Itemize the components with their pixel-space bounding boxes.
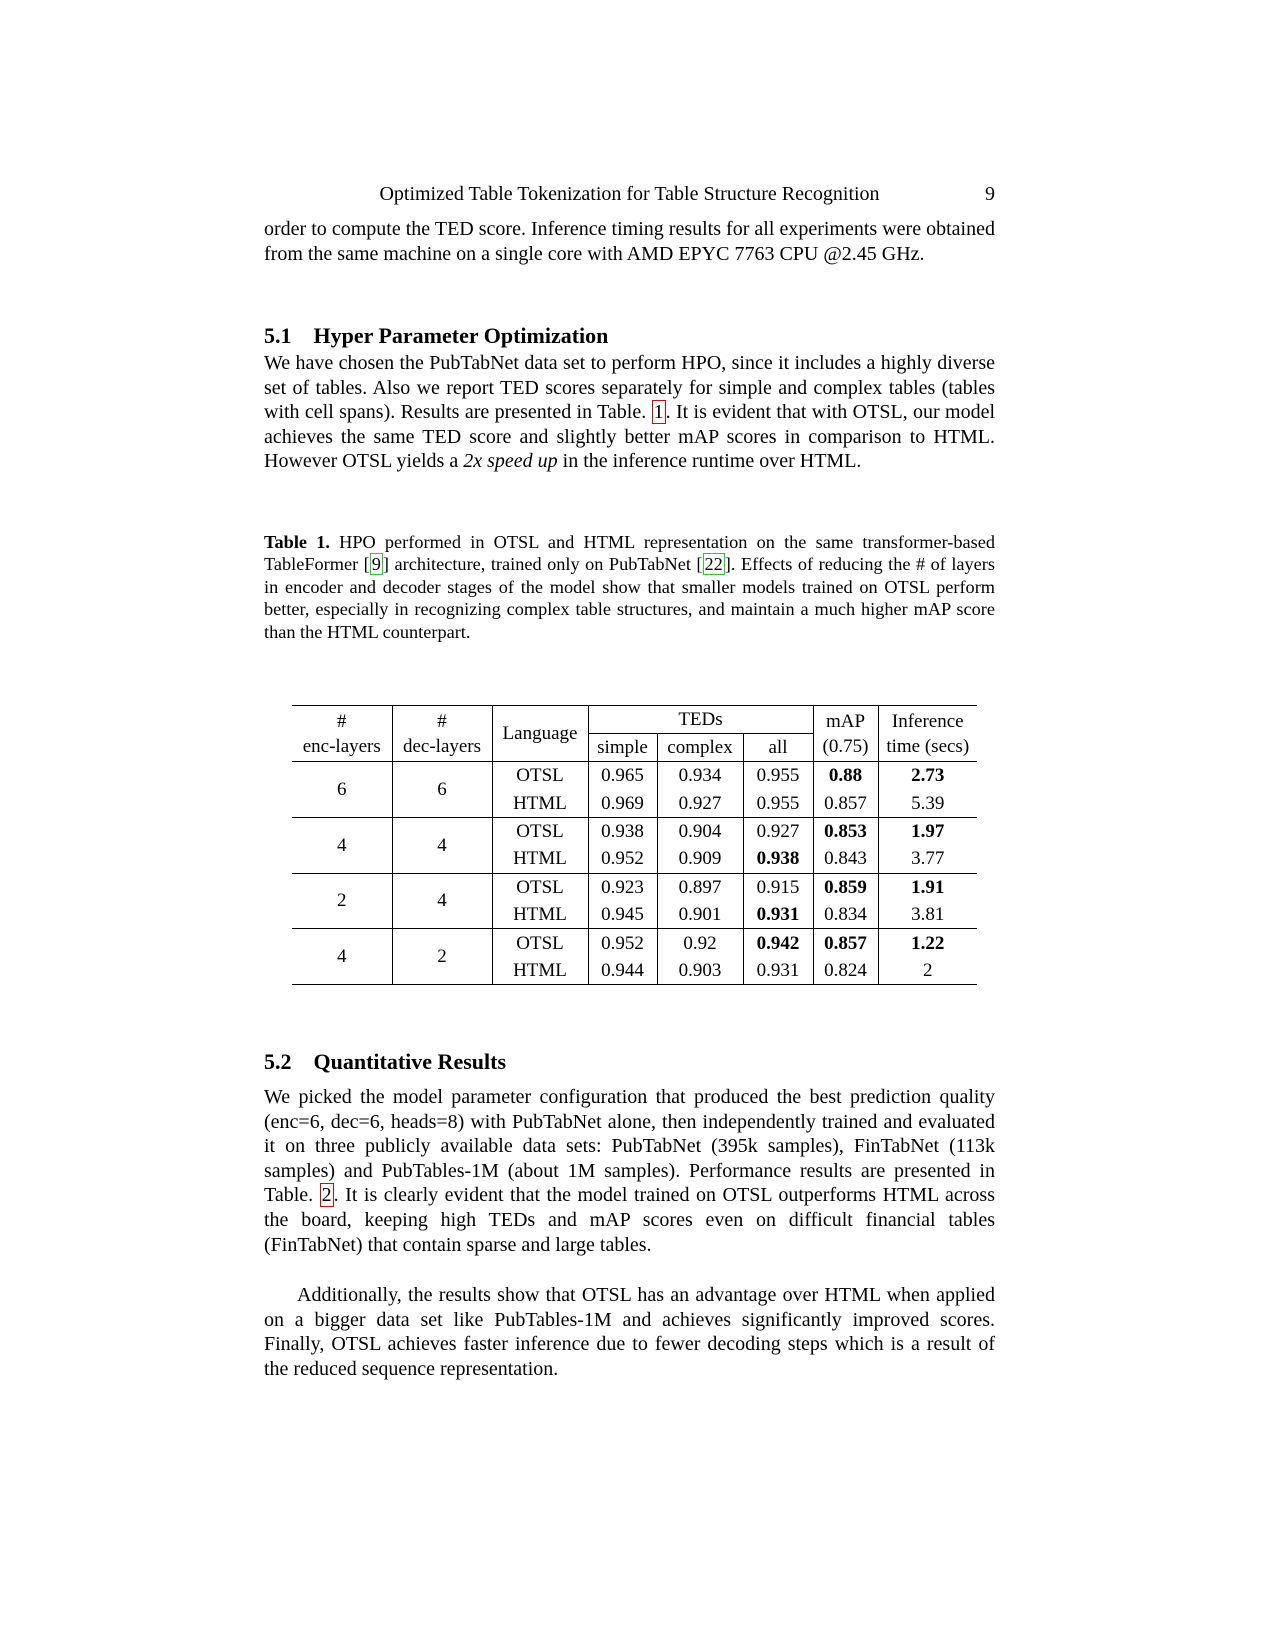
paragraph-intro: order to compute the TED score. Inference timing results for all experiments were obtained from the same machine on a single core with AMD EPYC 7763 CPU @2.45 GHz. bbox=[264, 218, 995, 265]
cell-language: OTSL bbox=[492, 929, 588, 957]
text-segment: We picked the model parameter configuration that produced the best prediction quality (enc=6, dec=6, heads=8) with PubTabNet alone, then independently trained and evaluated it on three publicly available data sets: PubTabNet (395k samples), FinTabNet (113k samples) and PubTables-1M (about 1M samples). Performance results are presented in Table. bbox=[264, 1086, 995, 1207]
section-title: Quantitative Results bbox=[313, 1049, 506, 1074]
table-row-otsl bbox=[292, 929, 977, 957]
running-header bbox=[264, 182, 995, 206]
cell-language: OTSL bbox=[492, 873, 588, 901]
cell-enc-layers: 4 bbox=[292, 929, 392, 985]
cell-teds-simple: 0.965 bbox=[588, 762, 657, 790]
text-segment: Table 1. bbox=[264, 532, 330, 552]
cell-teds-simple: 0.944 bbox=[588, 957, 657, 985]
table1-group-enc4-dec2 bbox=[292, 929, 977, 985]
cell-map: 0.88 bbox=[813, 762, 878, 790]
text-segment: HPO performed in OTSL and HTML representation on the same transformer-based TableFormer [ bbox=[264, 532, 995, 575]
cell-teds-all: 0.938 bbox=[743, 845, 813, 873]
table1-group-enc6-dec6 bbox=[292, 762, 977, 818]
cell-teds-complex: 0.897 bbox=[657, 873, 743, 901]
cell-dec-layers: 2 bbox=[392, 929, 492, 985]
col-header-teds: TEDs bbox=[588, 706, 813, 734]
section-number: 5.1 bbox=[264, 323, 292, 348]
cell-teds-complex: 0.92 bbox=[657, 929, 743, 957]
table-row-otsl bbox=[292, 873, 977, 901]
cell-language: OTSL bbox=[492, 817, 588, 845]
cell-dec-layers: 6 bbox=[392, 762, 492, 818]
cell-language: HTML bbox=[492, 901, 588, 929]
cell-teds-simple: 0.952 bbox=[588, 929, 657, 957]
cell-teds-all: 0.955 bbox=[743, 789, 813, 817]
section-5-2-heading bbox=[264, 1049, 506, 1075]
cell-inference-time: 2.73 bbox=[878, 762, 977, 790]
text-segment: . It is clearly evident that the model trained on OTSL outperforms HTML across the board, keeping high TEDs and mAP scores even on difficult financial tables (FinTabNet) that contain sparse and large tables. bbox=[264, 1184, 995, 1256]
col-header-map: mAP (0.75) bbox=[813, 706, 878, 762]
cell-map: 0.853 bbox=[813, 817, 878, 845]
col-header-enc-layers: # enc-layers bbox=[292, 706, 392, 762]
cell-teds-simple: 0.952 bbox=[588, 845, 657, 873]
cell-inference-time: 5.39 bbox=[878, 789, 977, 817]
citation-reference-link[interactable]: 9 bbox=[371, 554, 381, 575]
cell-teds-all: 0.931 bbox=[743, 957, 813, 985]
cell-teds-all: 0.942 bbox=[743, 929, 813, 957]
section-5-1-heading bbox=[264, 323, 608, 349]
cell-dec-layers: 4 bbox=[392, 817, 492, 873]
text-segment: . It is evident that with OTSL, our model achieves the same TED score and slightly better mAP scores in comparison to HTML. However OTSL yields a bbox=[264, 401, 996, 473]
text-segment: We have chosen the PubTabNet data set to perform HPO, since it includes a highly diverse set of tables. Also we report TED scores separately for simple and complex tables (tables with cell spans). Results are presented in Table. bbox=[264, 352, 995, 424]
table1-header bbox=[292, 706, 977, 762]
col-header-inference-time: Inference time (secs) bbox=[878, 706, 977, 762]
cell-teds-simple: 0.938 bbox=[588, 817, 657, 845]
paragraph-5-1 bbox=[264, 351, 995, 474]
cell-teds-simple: 0.945 bbox=[588, 901, 657, 929]
col-header-dec-layers: # dec-layers bbox=[392, 706, 492, 762]
col-header-teds-simple: simple bbox=[588, 734, 657, 762]
cell-map: 0.843 bbox=[813, 845, 878, 873]
paragraph-5-2-1 bbox=[264, 1085, 995, 1257]
cell-map: 0.834 bbox=[813, 901, 878, 929]
col-header-language: Language bbox=[492, 706, 588, 762]
cell-teds-all: 0.931 bbox=[743, 901, 813, 929]
cell-map: 0.857 bbox=[813, 929, 878, 957]
cell-teds-all: 0.927 bbox=[743, 817, 813, 845]
cell-teds-all: 0.955 bbox=[743, 762, 813, 790]
cell-enc-layers: 4 bbox=[292, 817, 392, 873]
section-title: Hyper Parameter Optimization bbox=[313, 323, 609, 348]
table-reference-link[interactable]: 2 bbox=[321, 1184, 332, 1207]
cell-teds-complex: 0.901 bbox=[657, 901, 743, 929]
table-reference-link[interactable]: 1 bbox=[653, 401, 664, 424]
table1-caption bbox=[264, 531, 995, 643]
running-title: Optimized Table Tokenization for Table Structure Recognition bbox=[379, 183, 880, 205]
table1-hpo-results bbox=[292, 705, 977, 985]
cell-teds-complex: 0.904 bbox=[657, 817, 743, 845]
citation-reference-link[interactable]: 22 bbox=[704, 554, 723, 575]
cell-enc-layers: 2 bbox=[292, 873, 392, 929]
cell-language: HTML bbox=[492, 845, 588, 873]
text-segment: ]. Effects of reducing the # of layers in encoder and decoder stages of the model show that smaller models trained on OTSL perform better, especially in recognizing complex table structures, and maintain a much higher mAP score than the HTML counterpart. bbox=[264, 554, 995, 642]
cell-teds-simple: 0.969 bbox=[588, 789, 657, 817]
table1-group-enc4-dec4 bbox=[292, 817, 977, 873]
cell-map: 0.824 bbox=[813, 957, 878, 985]
cell-enc-layers: 6 bbox=[292, 762, 392, 818]
cell-map: 0.859 bbox=[813, 873, 878, 901]
col-header-teds-all: all bbox=[743, 734, 813, 762]
cell-inference-time: 1.97 bbox=[878, 817, 977, 845]
cell-teds-complex: 0.934 bbox=[657, 762, 743, 790]
cell-language: OTSL bbox=[492, 762, 588, 790]
cell-teds-simple: 0.923 bbox=[588, 873, 657, 901]
table-row-otsl bbox=[292, 762, 977, 790]
col-header-teds-complex: complex bbox=[657, 734, 743, 762]
table-row-otsl bbox=[292, 817, 977, 845]
cell-map: 0.857 bbox=[813, 789, 878, 817]
cell-language: HTML bbox=[492, 957, 588, 985]
cell-teds-complex: 0.903 bbox=[657, 957, 743, 985]
page-number: 9 bbox=[985, 183, 995, 205]
cell-teds-complex: 0.909 bbox=[657, 845, 743, 873]
table1-group-enc2-dec4 bbox=[292, 873, 977, 929]
cell-inference-time: 1.91 bbox=[878, 873, 977, 901]
text-segment: 2x speed up bbox=[463, 450, 558, 473]
cell-inference-time: 3.81 bbox=[878, 901, 977, 929]
cell-teds-complex: 0.927 bbox=[657, 789, 743, 817]
text-segment: ] architecture, trained only on PubTabNet [ bbox=[382, 554, 703, 575]
cell-inference-time: 2 bbox=[878, 957, 977, 985]
paragraph-5-2-2: Additionally, the results show that OTSL has an advantage over HTML when applied on a bigger data set like PubTables-1M and achieves significantly improved scores. Finally, OTSL achieves faster inference due to fewer decoding steps which is a result of the reduced sequence representation. bbox=[264, 1284, 995, 1380]
cell-inference-time: 3.77 bbox=[878, 845, 977, 873]
table1-header-row-1 bbox=[292, 706, 977, 734]
text-segment: in the inference runtime over HTML. bbox=[557, 450, 862, 473]
cell-dec-layers: 4 bbox=[392, 873, 492, 929]
cell-language: HTML bbox=[492, 789, 588, 817]
cell-teds-all: 0.915 bbox=[743, 873, 813, 901]
cell-inference-time: 1.22 bbox=[878, 929, 977, 957]
section-number: 5.2 bbox=[264, 1049, 292, 1074]
